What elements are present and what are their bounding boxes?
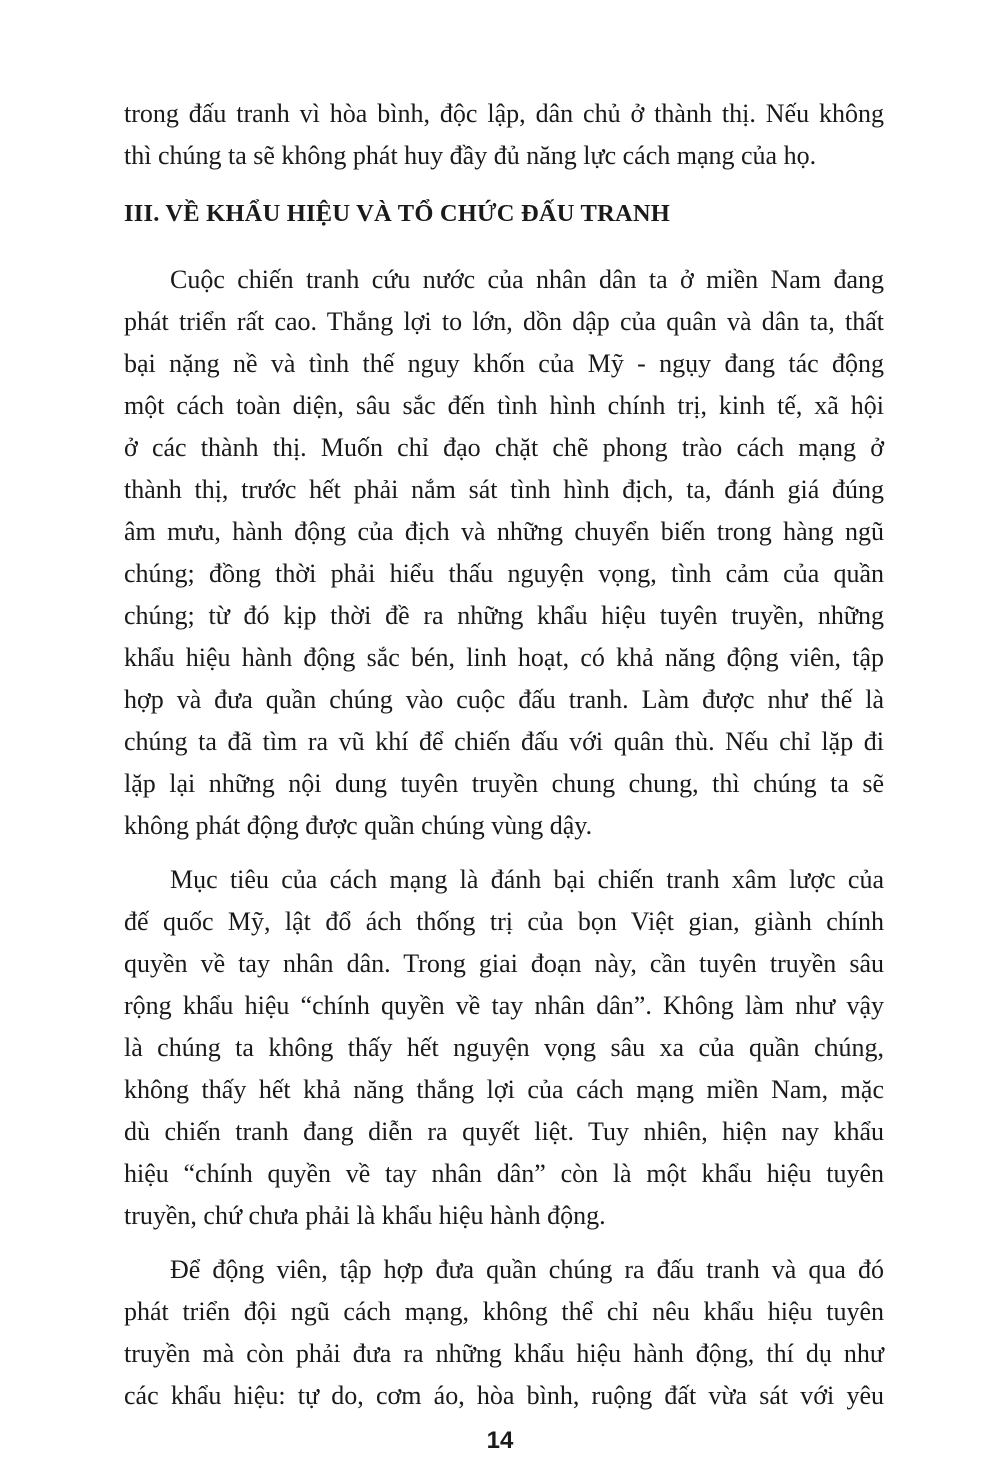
text-line: không thấy hết khả năng thắng lợi của cách mạng miền Nam, mặc — [124, 1075, 884, 1104]
text-line: bại nặng nề và tình thế nguy khốn của Mỹ - ngụy đang tác động — [124, 349, 884, 378]
text-line: Để động viên, tập hợp đưa quần chúng ra đấu tranh và qua đó — [170, 1255, 884, 1284]
text-line: Cuộc chiến tranh cứu nước của nhân dân ta ở miền Nam đang — [170, 265, 884, 294]
text-line: một cách toàn diện, sâu sắc đến tình hình chính trị, kinh tế, xã hội — [124, 391, 884, 420]
text-line: không phát động được quần chúng vùng dậy. — [124, 811, 593, 840]
text-line: thành thị, trước hết phải nắm sát tình hình địch, ta, đánh giá đúng — [124, 475, 884, 504]
text-line: khẩu hiệu hành động sắc bén, linh hoạt, có khả năng động viên, tập — [124, 643, 884, 672]
text-line: chúng ta đã tìm ra vũ khí để chiến đấu với quân thù. Nếu chỉ lặp đi — [124, 727, 884, 756]
text-line: quyền về tay nhân dân. Trong giai đoạn này, cần tuyên truyền sâu — [124, 949, 884, 978]
text-line: Mục tiêu của cách mạng là đánh bại chiến tranh xâm lược của — [170, 865, 884, 894]
text-line: các khẩu hiệu: tự do, cơm áo, hòa bình, ruộng đất vừa sát với yêu — [124, 1381, 884, 1410]
text-line: hiệu “chính quyền về tay nhân dân” còn là một khẩu hiệu tuyên — [124, 1159, 884, 1188]
text-line: dù chiến tranh đang diễn ra quyết liệt. Tuy nhiên, hiện nay khẩu — [124, 1117, 884, 1146]
text-line: âm mưu, hành động của địch và những chuyển biến trong hàng ngũ — [124, 517, 884, 546]
text-line: phát triển đội ngũ cách mạng, không thể chỉ nêu khẩu hiệu tuyên — [124, 1297, 884, 1326]
page-number: 14 — [486, 1427, 514, 1454]
text-line: trong đấu tranh vì hòa bình, độc lập, dân chủ ở thành thị. Nếu không — [124, 99, 884, 128]
text-line: chúng; từ đó kịp thời đề ra những khẩu hiệu tuyên truyền, những — [124, 601, 884, 630]
section-heading: III. VỀ KHẨU HIỆU VÀ TỔ CHỨC ĐẤU TRANH — [124, 200, 671, 227]
text-line: ở các thành thị. Muốn chỉ đạo chặt chẽ phong trào cách mạng ở — [124, 433, 884, 462]
text-line: phát triển rất cao. Thắng lợi to lớn, dồn dập của quân và dân ta, thất — [124, 307, 884, 336]
text-line: là chúng ta không thấy hết nguyện vọng sâu xa của quần chúng, — [124, 1033, 884, 1062]
text-line: thì chúng ta sẽ không phát huy đầy đủ năng lực cách mạng của họ. — [124, 141, 817, 170]
text-line: chúng; đồng thời phải hiểu thấu nguyện vọng, tình cảm của quần — [124, 559, 884, 588]
text-line: lặp lại những nội dung tuyên truyền chung chung, thì chúng ta sẽ — [124, 769, 884, 798]
text-line: rộng khẩu hiệu “chính quyền về tay nhân dân”. Không làm như vậy — [124, 991, 884, 1020]
text-line: hợp và đưa quần chúng vào cuộc đấu tranh. Làm được như thế là — [124, 685, 884, 714]
text-line: truyền mà còn phải đưa ra những khẩu hiệu hành động, thí dụ như — [124, 1339, 884, 1368]
text-line: đế quốc Mỹ, lật đổ ách thống trị của bọn Việt gian, giành chính — [124, 907, 884, 936]
text-line: truyền, chứ chưa phải là khẩu hiệu hành động. — [124, 1201, 606, 1230]
